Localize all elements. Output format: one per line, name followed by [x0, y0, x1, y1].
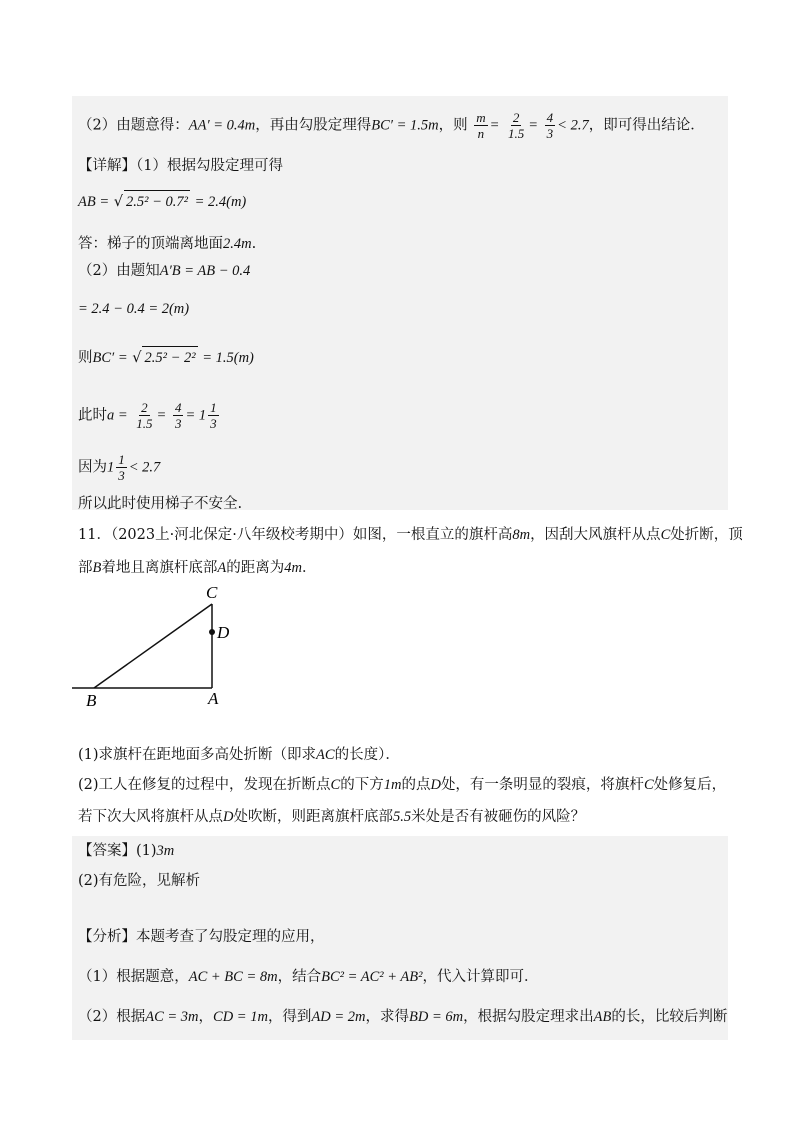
analysis-step-2: （2）根据AC = 3m，CD = 1m，得到AD = 2m，求得BD = 6m，根据勾股定理求出AB的长，比较后判断	[78, 1009, 728, 1025]
label-c: C	[206, 583, 218, 602]
text: ，再由勾股定理得	[255, 117, 372, 134]
answer-1-line: 答：梯子的顶端离地面2.4m.	[78, 236, 257, 252]
ratio-line: 此时a = $\frac{2}{1.5}$ = $\frac{4}{3}$ = 1 $\frac{1}{3}$	[78, 400, 217, 431]
part-2-line: （2）由题知A′B = AB − 0.4	[78, 263, 251, 279]
formula: BC′ = 1.5m	[371, 117, 439, 134]
conclusion-line: 所以此时使用梯子不安全.	[78, 496, 243, 512]
question-11-line-1: 11．（2023上·河北保定·八年级校考期中）如图，一根直立的旗杆高8m，因刮大风旗杆从点C处折断，顶	[78, 527, 743, 543]
sub-question-2-line-2: 若下次大风将旗杆从点D处吹断，则距离旗杆底部5.5米处是否有被砸伤的风险？	[78, 809, 586, 825]
flagpole-triangle-figure	[70, 582, 250, 712]
label-b: B	[86, 691, 97, 710]
fraction: $\frac{4}{3}$	[546, 110, 554, 141]
bc-calculation: 则BC′ = √ 2.5² − 2² = 1.5(m)	[78, 346, 254, 369]
sub-question-2-line-1: (2)工人在修复的过程中，发现在折断点C的下方1m的点D处，有一条明显的裂痕，将旗杆C处修复后，	[78, 777, 727, 793]
answer-1: 【答案】(1)3m	[78, 843, 175, 859]
ab-calculation: AB = √ 2.5² − 0.7² = 2.4(m)	[78, 190, 246, 213]
label-d: D	[217, 623, 230, 642]
part-2-calc: = 2.4 − 0.4 = 2(m)	[78, 301, 190, 317]
broken-part-line	[94, 604, 212, 688]
fraction-m-n: $\frac{m}{n}$	[476, 110, 486, 141]
formula: AA′ = 0.4m	[188, 117, 256, 134]
sub-question-1: (1)求旗杆在距地面多高处折断（即求AC的长度）．	[78, 747, 400, 763]
fraction: $\frac{2}{1.5}$	[508, 110, 525, 141]
text: （2）由题意得：	[78, 117, 189, 134]
label-a: A	[208, 689, 219, 708]
detail-heading: 【详解】（1）根据勾股定理可得	[78, 158, 283, 174]
text: ，则	[438, 117, 468, 134]
because-line: 因为1 $\frac{1}{3}$ < 2.7	[78, 452, 161, 483]
analysis-heading: 【分析】本题考查了勾股定理的应用，	[78, 929, 325, 945]
analysis-step-1: （1）根据题意，AC + BC = 8m，结合BC² = AC² + AB²，代入计算即可．	[78, 969, 539, 985]
answer-2: (2)有危险，见解析	[78, 873, 201, 889]
analysis-line-2: （2）由题意得：AA′ = 0.4m，再由勾股定理得BC′ = 1.5m，则 $\frac{m}{n}$ = $\frac{2}{1.5}$ = $\frac{4}{3}$ < 2.7，即可得出结论．	[78, 110, 705, 141]
question-11-line-2: 部B着地且离旗杆底部A的距离为4m．	[78, 560, 317, 576]
point-d-marker	[209, 629, 215, 635]
